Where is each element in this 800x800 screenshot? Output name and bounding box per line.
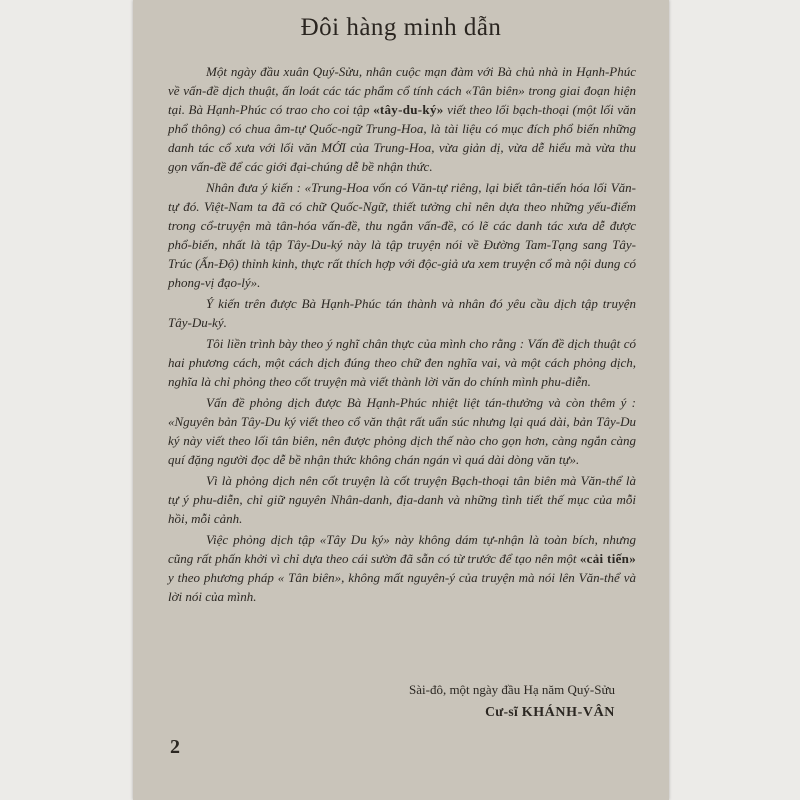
paragraph-text: Vấn đề phỏng dịch được Bà Hạnh-Phúc nhiệt liệt tán-thưởng và còn thêm ý : «Nguyên bản Tây-Du ký viết theo cổ văn thật rất uẩn súc nhưng lại quá dài, bản Tây-Du ký này viết theo lối tân biên, nên được phỏng dịch thế nào cho gọn hơn, càng ngắn càng quí đặng người đọc dễ bề nhận thức không chán ngán vì quá dài dòng văn tự».: [168, 395, 636, 467]
paragraph-text: Việc phỏng dịch tập «Tây Du ký» này không dám tự-nhận là toàn bích, nhưng cũng rất phấn khởi vì chỉ dựa theo cái sườn đã sẵn có từ trước để tạo nên một: [168, 532, 636, 566]
paragraph-text: viết theo lối bạch-thoại (một lối văn phổ thông) có chua âm-tự Quốc-ngữ Trung-Hoa, là tài liệu có mục đích phổ biến những danh tác cổ xưa với lối văn MỚI của Trung-Hoa, vừa giản dị, vừa dễ hiểu mà vừa thu gọn vấn-đề để các giới đại-chúng dễ bề nhận thức.: [168, 102, 636, 174]
paragraph: [168, 62, 636, 176]
paragraph: [168, 530, 636, 606]
signature-place-date: Sài-đô, một ngày đầu Hạ năm Quý-Sửu: [409, 682, 615, 697]
paragraph-text: Nhân đưa ý kiến : «Trung-Hoa vốn có Văn-tự riêng, lại biết tân-tiến hóa lối Văn-tự đó. Việt-Nam ta đã có chữ Quốc-Ngữ, thiết tưởng chỉ nên dựa theo những yếu-điểm trong cổ-truyện mà tân-hóa vấn-đề, thu ngắn vấn-đề, có lẽ các danh tác xưa dễ được phổ-biến, nhất là tập Tây-Du-ký này là tập truyện nói về Đường Tam-Tạng sang Tây-Trúc (Ấn-Độ) thỉnh kinh, thực rất thích hợp với độc-giả ưa xem truyện cổ mà nội dung có phong-vị đạo-lý».: [168, 180, 636, 290]
paragraph-text: Vì là phỏng dịch nên cốt truyện là cốt truyện Bạch-thoại tân biên mà Văn-thể là tự ý phu-diễn, chỉ giữ nguyên Nhân-danh, địa-danh và những tình tiết thế mục của mỗi hồi, mỗi cảnh.: [168, 473, 636, 526]
paragraph: [168, 471, 636, 528]
page-number: 2: [170, 736, 180, 758]
paragraph: [168, 178, 636, 292]
page-title: Đôi hàng minh dẫn: [300, 14, 502, 41]
paragraph-text: y theo phương pháp « Tân biên», không mất nguyên-ý của truyện mà nói lên Văn-thể và lời nói của mình.: [168, 570, 636, 604]
book-title-emphasis: «tây-du-ký»: [373, 102, 444, 117]
signature-author: [133, 704, 615, 721]
paragraph: [168, 334, 636, 391]
author-name: KHÁNH-VÂN: [521, 705, 615, 720]
book-page: [133, 0, 669, 800]
paragraph: [168, 294, 636, 332]
paragraph-text: Một ngày đầu xuân Quý-Sửu, nhân cuộc mạn đàm với Bà chủ nhà in Hạnh-Phúc về vấn-đề dịch thuật, ấn loát các tác phẩm cổ tính cách «Tân biên» trong giai đoạn hiện tại. Bà Hạnh-Phúc có trao cho coi tập: [168, 64, 636, 117]
emphasis-term: «cải tiến»: [579, 551, 637, 566]
paragraph-text: Ý kiến trên được Bà Hạnh-Phúc tán thành và nhân đó yêu cầu dịch tập truyện Tây-Du-ký.: [168, 296, 636, 330]
paragraph-text: Tôi liền trình bày theo ý nghĩ chân thực của mình cho rằng : Vấn đề dịch thuật có hai phương cách, một cách dịch đúng theo chữ đen nghĩa vai, và một cách phỏng dịch, nghĩa là chỉ phỏng theo cốt truyện mà viết thành lời văn do chính mình phu-diễn.: [168, 336, 636, 389]
author-title: Cư-sĩ: [485, 704, 519, 719]
paragraph: [168, 393, 636, 469]
preface-body: [168, 62, 636, 608]
